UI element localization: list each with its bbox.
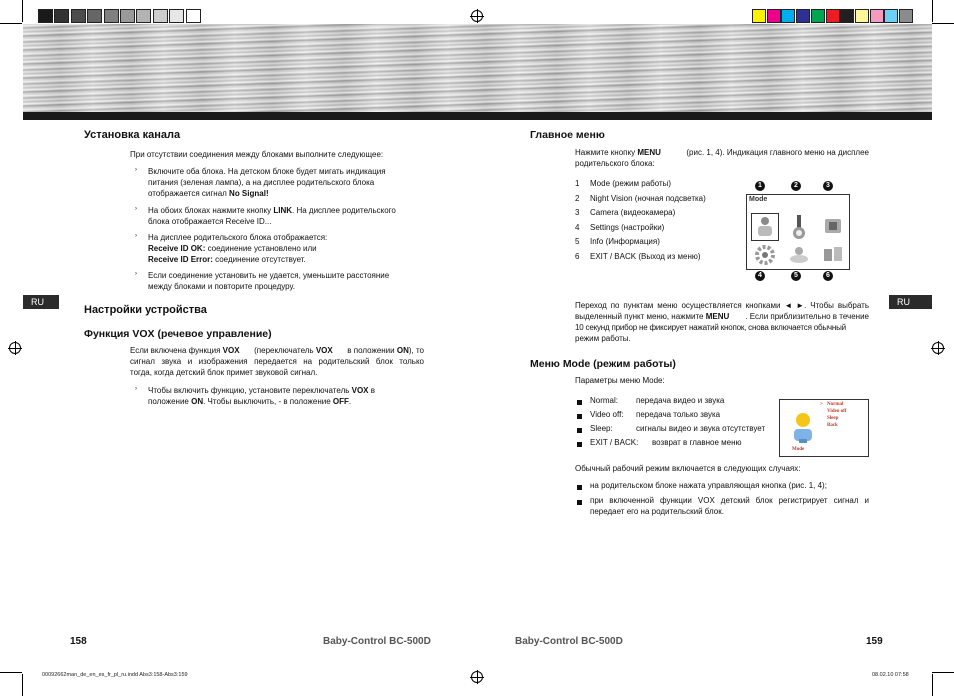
crop-mark (932, 672, 954, 673)
brushed-metal-banner (23, 24, 932, 112)
mode-figure-option-sleep: Sleep (827, 416, 839, 421)
exit-back-icon (819, 241, 847, 269)
gray-swatch (104, 9, 119, 23)
bullet-icon: › (135, 386, 137, 392)
list-item: 2 Night Vision (ночная подсветка) (575, 193, 706, 203)
list-item: 1 Mode (режим работы) (575, 179, 672, 188)
process-color-swatch (884, 9, 898, 23)
process-color-swatch (752, 9, 766, 23)
list-item: 6 EXIT / BACK (Выход из меню) (575, 251, 701, 261)
mode-menu-intro: Параметры меню Mode: (575, 376, 665, 385)
channel-step-3: На дисплее родительского блока отображается: Receive ID OK: соединение установлено или Receive ID Error: соединение отсутствует. (148, 233, 328, 264)
mode-item-normal: Normal: передача видео и звука (590, 396, 725, 405)
figure-number-2: 2 (791, 181, 801, 191)
gray-swatch (38, 9, 53, 23)
crop-mark (22, 674, 23, 696)
registration-mark-icon (932, 342, 944, 354)
registration-mark-icon (9, 342, 21, 354)
language-tab-left: RU (23, 295, 59, 309)
bullet-icon: › (135, 167, 137, 173)
gray-swatch (169, 9, 184, 23)
gray-swatch (153, 9, 168, 23)
normal-mode-intro: Обычный рабочий режим включается в следующих случаях: (575, 464, 801, 473)
figure-number-4: 4 (755, 271, 765, 281)
figure-number-1: 1 (755, 181, 765, 191)
process-color-swatch (781, 9, 795, 23)
bullet-square-icon (577, 414, 582, 419)
language-tab-right: RU (889, 295, 932, 309)
mode-figure-option-video-off: Video off (827, 409, 847, 414)
night-vision-icon (785, 213, 813, 241)
gray-swatch (71, 9, 86, 23)
page-number-left: 158 (70, 636, 87, 647)
bullet-icon: › (135, 206, 137, 212)
registration-mark-icon (471, 671, 483, 683)
footer-title-right: Baby-Control BC-500D (515, 636, 623, 647)
bullet-square-icon (577, 485, 582, 490)
mode-figure-icon (790, 412, 816, 451)
mode-figure-option-normal: Normal (827, 402, 844, 407)
process-color-swatch (811, 9, 825, 23)
channel-step-2: На обоих блоках нажмите кнопку LINK. На дисплее родительского блока отображается Receive ID... (148, 206, 396, 226)
settings-icon (751, 241, 779, 269)
channel-setup-intro: При отсутствии соединения между блоками выполните следующее: (130, 150, 384, 159)
process-color-swatch (840, 9, 854, 23)
crop-mark (22, 0, 23, 22)
process-color-swatch (767, 9, 781, 23)
bullet-square-icon (577, 428, 582, 433)
mode-menu-figure (779, 399, 869, 457)
menu-navigation-text: Переход по пунктам меню осуществляется кнопками ◄ ►. Чтобы выбрать выделенный пункт меню, нажмите MENU . Если приблизительно в течение 10 секунд прибор не фиксирует нажатий кнопок, снова включается обычный режим работы. (575, 301, 869, 343)
main-menu-figure (746, 194, 850, 270)
info-icon (785, 241, 813, 269)
bullet-square-icon (577, 400, 582, 405)
figure-number-6: 6 (823, 271, 833, 281)
slug-date: 08.02.10 07:58 (872, 672, 909, 678)
list-item: 5 Info (Информация) (575, 237, 660, 246)
gray-swatch (120, 9, 135, 23)
crop-mark (932, 674, 933, 696)
bullet-square-icon (577, 500, 582, 505)
channel-step-1: Включите оба блока. На детском блоке будет мигать индикация питания (зеленая лампа), а на дисплее родительского блока отображается сигнал No Signal! (148, 167, 386, 198)
normal-mode-case-1: на родительском блоке нажата управляющая кнопка (рис. 1, 4); (590, 481, 827, 490)
section-title-device-settings: Настройки устройства (84, 304, 207, 316)
crop-mark (932, 23, 954, 24)
main-menu-intro: Нажмите кнопку MENU (рис. 1, 4). Индикация главного меню на дисплее родительского блока: (575, 148, 869, 168)
section-title-main-menu: Главное меню (530, 129, 605, 141)
gray-swatch (186, 9, 201, 23)
bullet-icon: › (135, 233, 137, 239)
section-title-vox: Функция VOX (речевое управление) (84, 328, 272, 340)
channel-step-4: Если соединение установить не удается, уменьшите расстояние между блоками и повторите процедуру. (148, 271, 390, 291)
footer-title-left: Baby-Control BC-500D (323, 636, 431, 647)
gray-swatch (136, 9, 151, 23)
mode-icon (751, 213, 779, 241)
bullet-icon: › (135, 271, 137, 277)
banner-bottom-bar (23, 112, 932, 120)
vox-instruction: Чтобы включить функцию, установите переключатель VOX в положение ON. Чтобы выключить, - в положение OFF. (148, 386, 376, 406)
process-color-swatch (855, 9, 869, 23)
section-title-channel-setup: Установка канала (84, 129, 181, 141)
slug-file-info: 00092662man_de_en_es_fr_pl_ru.indd Abs3:158-Abs3:159 (42, 672, 188, 678)
crop-mark (0, 23, 22, 24)
gray-swatch (54, 9, 69, 23)
crop-mark (0, 672, 22, 673)
process-color-swatch (899, 9, 913, 23)
mode-item-sleep: Sleep: сигналы видео и звука отсутствует (590, 424, 766, 433)
mode-item-video-off: Video off: передача только звука (590, 410, 721, 419)
figure-number-3: 3 (823, 181, 833, 191)
process-color-swatch (870, 9, 884, 23)
section-title-mode-menu: Меню Mode (режим работы) (530, 358, 676, 370)
main-menu-list (575, 178, 740, 265)
camera-icon (819, 213, 847, 241)
registration-mark-icon (471, 10, 483, 22)
list-item: 3 Camera (видеокамера) (575, 208, 676, 217)
mode-figure-arrow: > (820, 402, 823, 407)
process-color-swatch (796, 9, 810, 23)
bullet-square-icon (577, 442, 582, 447)
gray-swatch (87, 9, 102, 23)
menu-figure-label: Mode (749, 196, 768, 203)
mode-figure-option-back: Back (827, 423, 838, 428)
page-number-right: 159 (866, 636, 883, 647)
mode-item-exit-back: EXIT / BACK: возврат в главное меню (590, 438, 742, 447)
list-item: 4 Settings (настройки) (575, 222, 665, 232)
mode-figure-label: Mode (792, 447, 805, 452)
crop-mark (932, 0, 933, 22)
process-color-swatch (826, 9, 840, 23)
figure-number-5: 5 (791, 271, 801, 281)
vox-description: Если включена функция VOX (переключатель VOX в положении ON), то сигнал звука и изображения передается на родительский блок только тогда, когда детский блок примет звуковой сигнал. (130, 346, 424, 377)
normal-mode-case-2: при включенной функции VOX детский блок регистрирует сигнал и передает его на родительский блок. (590, 496, 869, 516)
